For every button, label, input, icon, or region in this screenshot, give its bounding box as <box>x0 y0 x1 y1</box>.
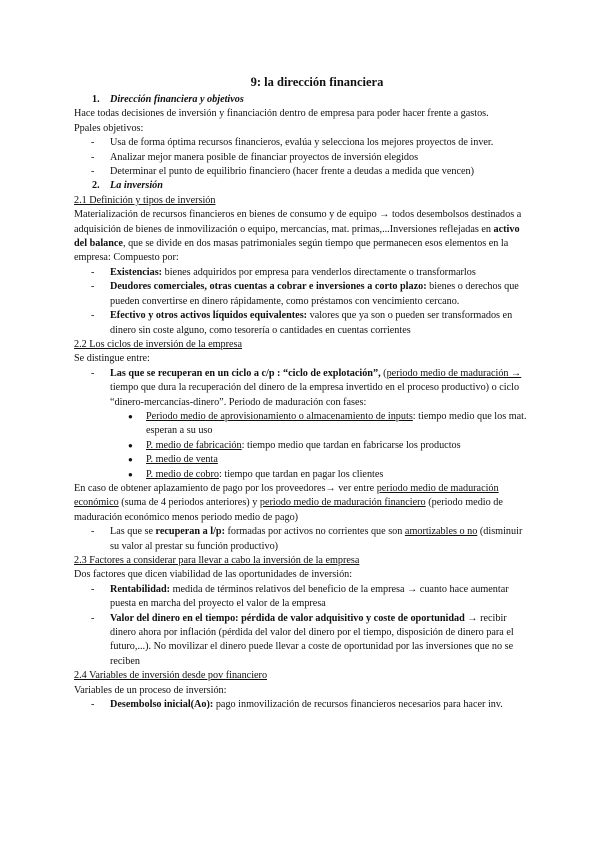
list-item: - Usa de forma óptima recursos financieros, evalúa y selecciona los mejores proyectos de inver. <box>74 136 530 150</box>
subsection-2-4-heading: 2.4 Variables de inversión desde pov financiero <box>74 670 268 682</box>
phase-name: Periodo medio de aprovisionamiento o almacenamiento de inputs <box>146 410 413 422</box>
subsection-2-4-intro: Variables de un proceso de inversión: <box>74 684 227 696</box>
subsection-2-3-intro: Dos factores que dicen viabilidad de las oportunidades de inversión: <box>74 569 353 581</box>
variables-list <box>74 698 530 712</box>
phase-text: : tiempo medio que tardan en fabricarse los productos <box>241 439 461 451</box>
list-item <box>74 525 530 554</box>
list-item <box>110 453 530 467</box>
paragraph-underlined: periodo medio de maduración económico <box>74 482 499 509</box>
deferral-paragraph <box>74 482 530 525</box>
item-text: (disminuir su valor al prestar su función productivo) <box>110 526 523 552</box>
item-text: pago inmovilización de recursos financieros necesarios para hacer inv. <box>213 699 503 711</box>
paragraph-text: Materialización de recursos financieros en bienes de consumo y de equipo → todos desembolsos destinados a adquisición de bienes de inmovilización o equipo, mercancías, mat. primas,...Inversiones reflejadas en <box>74 209 522 235</box>
factors-list <box>74 583 530 669</box>
item-term: recuperan a l/p: <box>155 526 225 538</box>
page-title: 9: la dirección financiera <box>250 75 384 89</box>
item-underlined: amortizables o no <box>404 526 478 538</box>
paragraph-text: En caso de obtener aplazamiento de pago por los proveedores→ ver entre <box>74 482 377 494</box>
section-1-number: 1. <box>92 94 100 105</box>
paragraph-bold: activo del balance <box>74 223 520 250</box>
item-text: valores que ya son o pueden ser transformados en dinero sin coste alguno, como tesorería o cantidades en cuentas corrientes <box>110 310 513 336</box>
list-item <box>74 367 530 410</box>
list-item <box>74 698 530 712</box>
item-term: Rentabilidad: <box>110 583 171 595</box>
subsection-2-1-paragraph <box>74 208 530 266</box>
objectives-label: Ppales objetivos: <box>74 122 144 134</box>
list-item <box>110 410 530 439</box>
paragraph-text: , que se divide en dos masas patrimoniales según tiempo que permanecen esos elementos en la empresa: Compuesto por: <box>74 238 509 264</box>
phase-name: P. medio de venta <box>146 454 218 466</box>
item-underlined: periodo medio de maduración → <box>386 367 522 379</box>
subsection-2-1-heading: 2.1 Definición y tipos de inversión <box>74 194 216 206</box>
item-term: Las que se recuperan en un ciclo a c/p : “ciclo de explotación”, <box>110 367 381 379</box>
list-item: - Analizar mejor manera posible de financiar proyectos de inversión elegidos <box>74 151 530 165</box>
list-item <box>74 266 530 280</box>
asset-list <box>74 266 530 338</box>
section-2-title: La inversión <box>110 180 163 192</box>
item-text: → recibir dinero ahora por inflación (pérdida del valor del dinero por el tiempo, disposición de dinero para el futuro,...). No movilizar el dinero puede llevar a coste de oportunidad por las inversiones que no se reciben <box>110 612 514 667</box>
list-item <box>110 468 530 482</box>
phase-name: P. medio de cobro <box>146 468 219 480</box>
item-text: bienes adquiridos por empresa para venderlos directamente o transformarlos <box>162 266 476 278</box>
section-2-heading <box>74 179 530 193</box>
long-term-list <box>74 525 530 554</box>
section-2-number: 2. <box>92 180 100 192</box>
paragraph-underlined: periodo medio de maduración financiero <box>259 497 426 509</box>
list-item: - Determinar el punto de equilibrio financiero (hacer frente a deudas a medida que vencen) <box>74 165 530 179</box>
item-text: bienes o derechos que pueden convertirse en dinero rápidamente, como préstamos con vencimiento cercano. <box>110 281 519 307</box>
phase-text: : tiempo que tardan en pagar los clientes <box>219 468 384 480</box>
section-1-title: Dirección financiera y objetivos <box>110 94 244 105</box>
item-term: Valor del dinero en el tiempo: pérdida de valor adquisitivo y coste de oportunidad <box>110 612 465 624</box>
objectives-list <box>74 136 530 179</box>
section-1-heading <box>74 93 530 107</box>
item-text: Las que se <box>110 526 156 538</box>
list-item <box>74 612 530 670</box>
item-term: Existencias: <box>110 266 163 278</box>
phase-list <box>110 410 530 482</box>
item-text: ( <box>380 367 387 379</box>
list-item <box>74 309 530 338</box>
subsection-2-3-heading: 2.3 Factores a considerar para llevar a cabo la inversión de la empresa <box>74 555 360 566</box>
cycle-list <box>74 367 530 410</box>
list-item <box>110 439 530 453</box>
list-item <box>74 280 530 309</box>
paragraph-text: (periodo medio de maduración económico menos periodo medio de pago) <box>74 497 503 523</box>
item-term: Deudores comerciales, otras cuentas a cobrar e inversiones a corto plazo: <box>110 281 427 293</box>
item-text: medida de términos relativos del beneficio de la empresa → cuanto hace aumentar puesta en marcha del proyecto el valor de la empresa <box>110 583 509 610</box>
item-text: tiempo que dura la recuperación del dinero de la empresa invertido en el proceso productivo) o ciclo “dinero-mercancías-dinero”. Periodo de maduración con fases: <box>110 382 520 408</box>
paragraph-text: (suma de 4 periodos anteriores) y <box>118 497 260 509</box>
item-text: formadas por activos no corrientes que son <box>224 526 405 538</box>
item-term: Efectivo y otros activos líquidos equivalentes: <box>110 310 308 322</box>
subsection-2-2-intro: Se distingue entre: <box>74 353 150 365</box>
phase-text: : tiempo medio que los mat. esperan a su uso <box>146 410 527 437</box>
subsection-2-2-heading: 2.2 Los ciclos de inversión de la empresa <box>74 338 243 350</box>
section-1-intro: Hace todas decisiones de inversión y financiación dentro de empresa para poder hacer frente a gastos. <box>74 108 489 120</box>
phase-name: P. medio de fabricación <box>146 439 242 451</box>
item-term: Desembolso inicial(Ao): <box>110 699 214 711</box>
list-item <box>74 583 530 612</box>
